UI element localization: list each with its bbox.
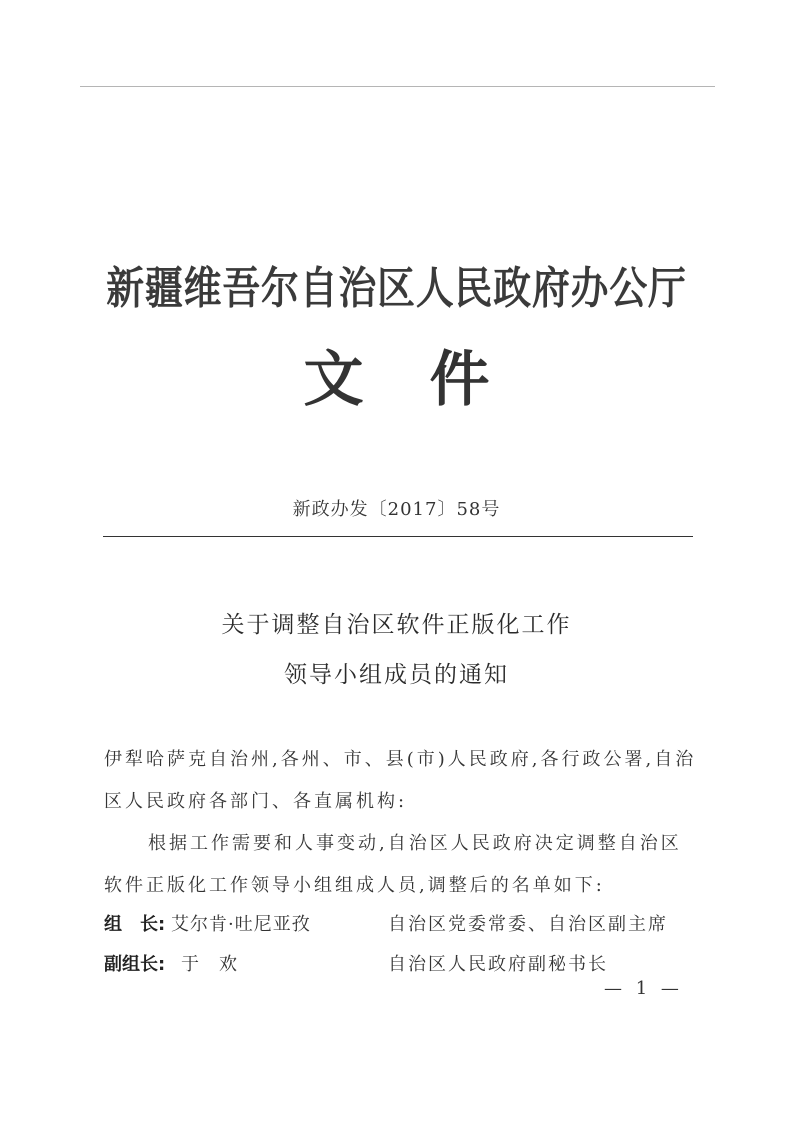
header-top-rule: [80, 86, 715, 87]
notice-title-line-2: 领导小组成员的通知: [284, 662, 509, 688]
member-name-leader: 艾尔肯·吐尼亚孜: [171, 914, 311, 935]
issuer-name: 新疆维吾尔自治区人民政府办公厅: [106, 263, 687, 314]
notice-title-line-1: 关于调整自治区软件正版化工作: [221, 612, 572, 638]
member-role-leader: 组 长:: [104, 914, 166, 935]
member-name-deputy: 于 欢: [181, 954, 238, 975]
paragraph-line-2: 软件正版化工作领导小组组成人员,调整后的名单如下:: [104, 875, 605, 896]
document-number: 新政办发〔2017〕58号: [292, 499, 501, 520]
member-title-deputy: 自治区人民政府副秘书长: [388, 954, 608, 975]
document-type: 文件: [303, 345, 556, 415]
member-role-deputy: 副组长:: [104, 954, 166, 975]
paragraph-line-1: 根据工作需要和人事变动,自治区人民政府决定调整自治区: [148, 833, 682, 854]
member-title-leader: 自治区党委常委、自治区副主席: [388, 914, 668, 935]
addressee-line-1: 伊犁哈萨克自治州,各州、市、县(市)人民政府,各行政公署,自治: [104, 749, 697, 770]
addressee-line-2: 区人民政府各部门、各直属机构:: [104, 791, 408, 812]
page-number: — 1 —: [604, 978, 683, 999]
header-divider-rule: [103, 536, 693, 537]
